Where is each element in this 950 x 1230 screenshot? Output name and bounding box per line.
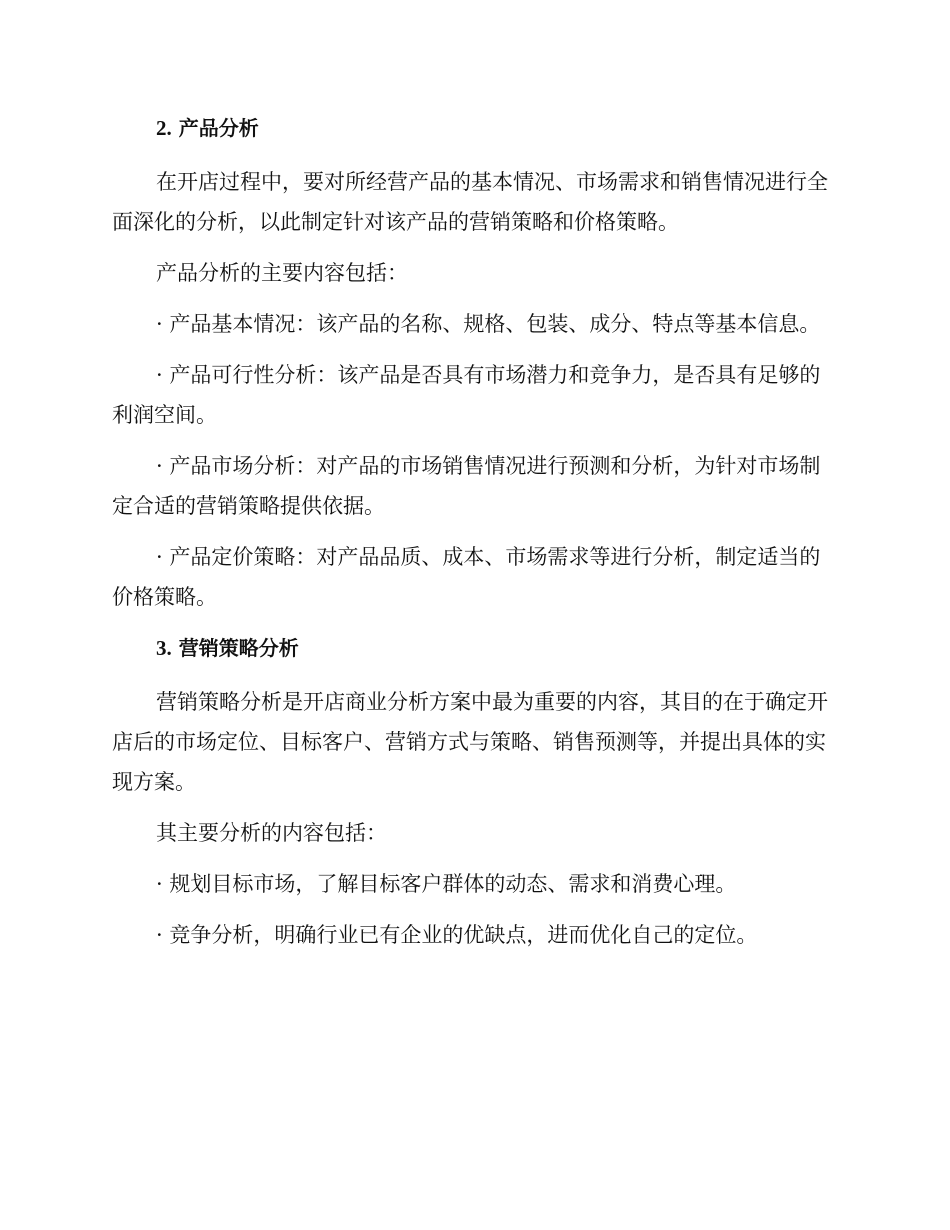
heading-text: 营销策略分析 <box>171 636 299 660</box>
paragraph: 营销策略分析是开店商业分析方案中最为重要的内容，其目的在于确定开店后的市场定位、目标客户、营销方式与策略、销售预测等，并提出具体的实现方案。 <box>112 690 828 794</box>
bullet-item: · 竞争分析，明确行业已有企业的优缺点，进而优化自己的定位。 <box>156 923 758 947</box>
bullet-item: · 产品可行性分析：该产品是否具有市场潜力和竞争力，是否具有足够的利润空间。 <box>112 363 821 427</box>
paragraph: 产品分析的主要内容包括： <box>156 261 408 285</box>
paragraph: 在开店过程中，要对所经营产品的基本情况、市场需求和销售情况进行全面深化的分析，以此制定针对该产品的营销策略和价格策略。 <box>112 170 828 234</box>
heading-text: 产品分析 <box>171 116 259 140</box>
heading-number: 2. <box>156 116 172 140</box>
bullet-item: · 产品基本情况：该产品的名称、规格、包装、成分、特点等基本信息。 <box>156 312 821 336</box>
heading-number: 3. <box>156 636 172 660</box>
paragraph: 其主要分析的内容包括： <box>156 821 387 845</box>
bullet-item: · 规划目标市场，了解目标客户群体的动态、需求和消费心理。 <box>156 872 737 896</box>
section-heading-marketing-strategy <box>112 628 830 668</box>
bullet-item: · 产品市场分析：对产品的市场销售情况进行预测和分析，为针对市场制定合适的营销策略提供依据。 <box>112 454 821 518</box>
document-page <box>112 108 830 966</box>
section-heading-product-analysis <box>112 108 830 148</box>
bullet-item: · 产品定价策略：对产品品质、成本、市场需求等进行分析，制定适当的价格策略。 <box>112 545 821 609</box>
